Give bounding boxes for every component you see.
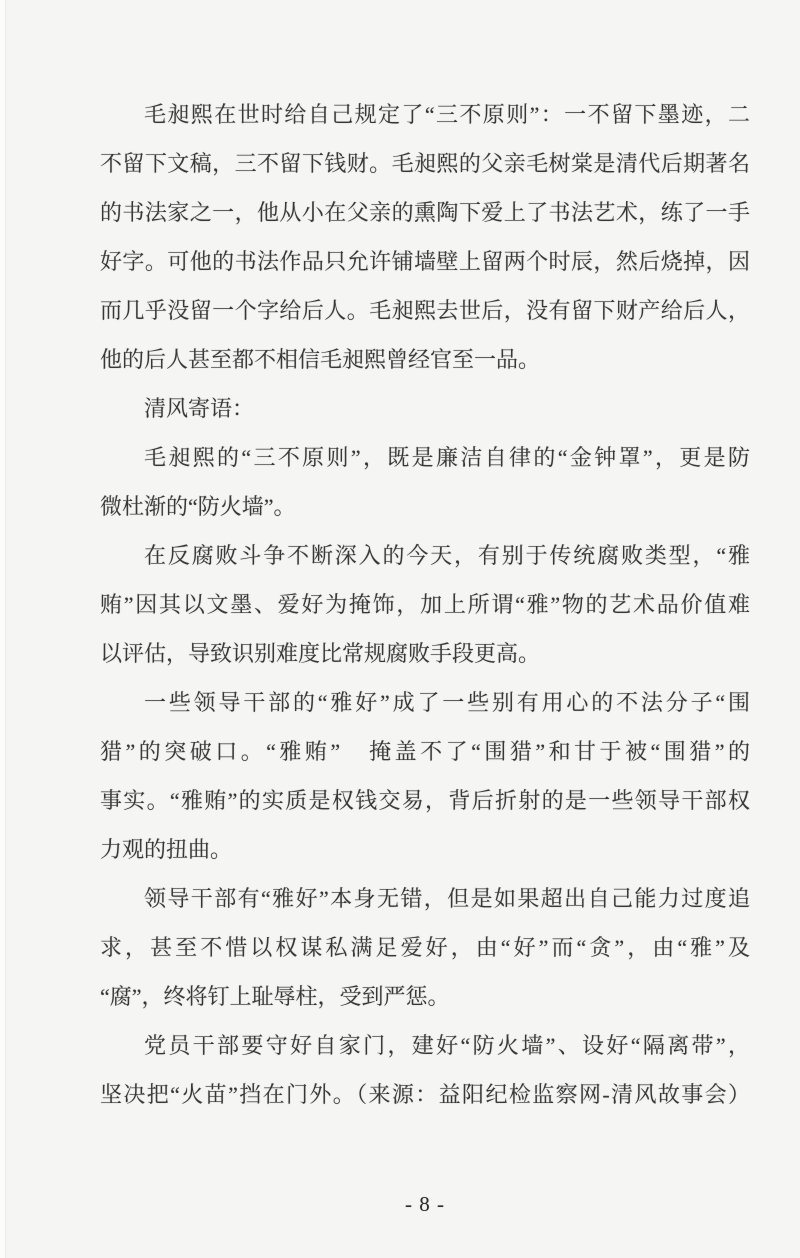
text-line: 以评估，导致识别难度比常规腐败手段更高。 (100, 641, 541, 666)
text-line: 贿”因其以文墨、爱好为掩饰，加上所谓“雅”物的艺术品价值难 (100, 592, 750, 617)
text-line: 不留下文稿，三不留下钱财。毛昶熙的父亲毛树棠是清代后期著名 (100, 151, 750, 176)
text-line: 毛昶熙在世时给自己规定了“三不原则”：一不留下墨迹，二 (144, 102, 750, 127)
page-number: - 8 - (405, 1192, 445, 1216)
text-line: 党员干部要守好自家门，建好“防火墙”、设好“隔离带”， (144, 1033, 750, 1058)
text-line: 毛昶熙的“三不原则”，既是廉洁自律的“金钟罩”，更是防 (144, 445, 750, 470)
text-line: 求，甚至不惜以权谋私满足爱好，由“好”而“贪”，由“雅”及 (100, 935, 750, 960)
text-line: 坚决把“火苗”挡在门外。（来源：益阳纪检监察网-清风故事会） (100, 1082, 750, 1107)
text-line: 他的后人甚至都不相信毛昶熙曾经官至一品。 (100, 347, 541, 372)
text-line: “腐”，终将钉上耻辱柱，受到严惩。 (100, 984, 450, 1009)
text-line: 好字。可他的书法作品只允许铺墙壁上留两个时辰，然后烧掉，因 (100, 249, 750, 274)
text-line: 微杜渐的“防火墙”。 (100, 494, 296, 519)
document-body (100, 90, 750, 1119)
text-line: 而几乎没留一个字给后人。毛昶熙去世后，没有留下财产给后人， (100, 298, 750, 323)
text-line: 清风寄语： (144, 396, 255, 421)
text-line: 在反腐败斗争不断深入的今天，有别于传统腐败类型，“雅 (144, 543, 750, 568)
scan-edge (0, 0, 6, 1258)
text-line: 力观的扭曲。 (100, 837, 233, 862)
text-line: 一些领导干部的“雅好”成了一些别有用心的不法分子“围 (144, 690, 750, 715)
text-line: 猎”的突破口。“雅贿” 掩盖不了“围猎”和甘于被“围猎”的 (100, 739, 750, 764)
text-line: 领导干部有“雅好”本身无错，但是如果超出自己能力过度追 (144, 886, 750, 911)
text-line: 事实。“雅贿”的实质是权钱交易，背后折射的是一些领导干部权 (100, 788, 750, 813)
text-line: 的书法家之一，他从小在父亲的熏陶下爱上了书法艺术，练了一手 (100, 200, 750, 225)
